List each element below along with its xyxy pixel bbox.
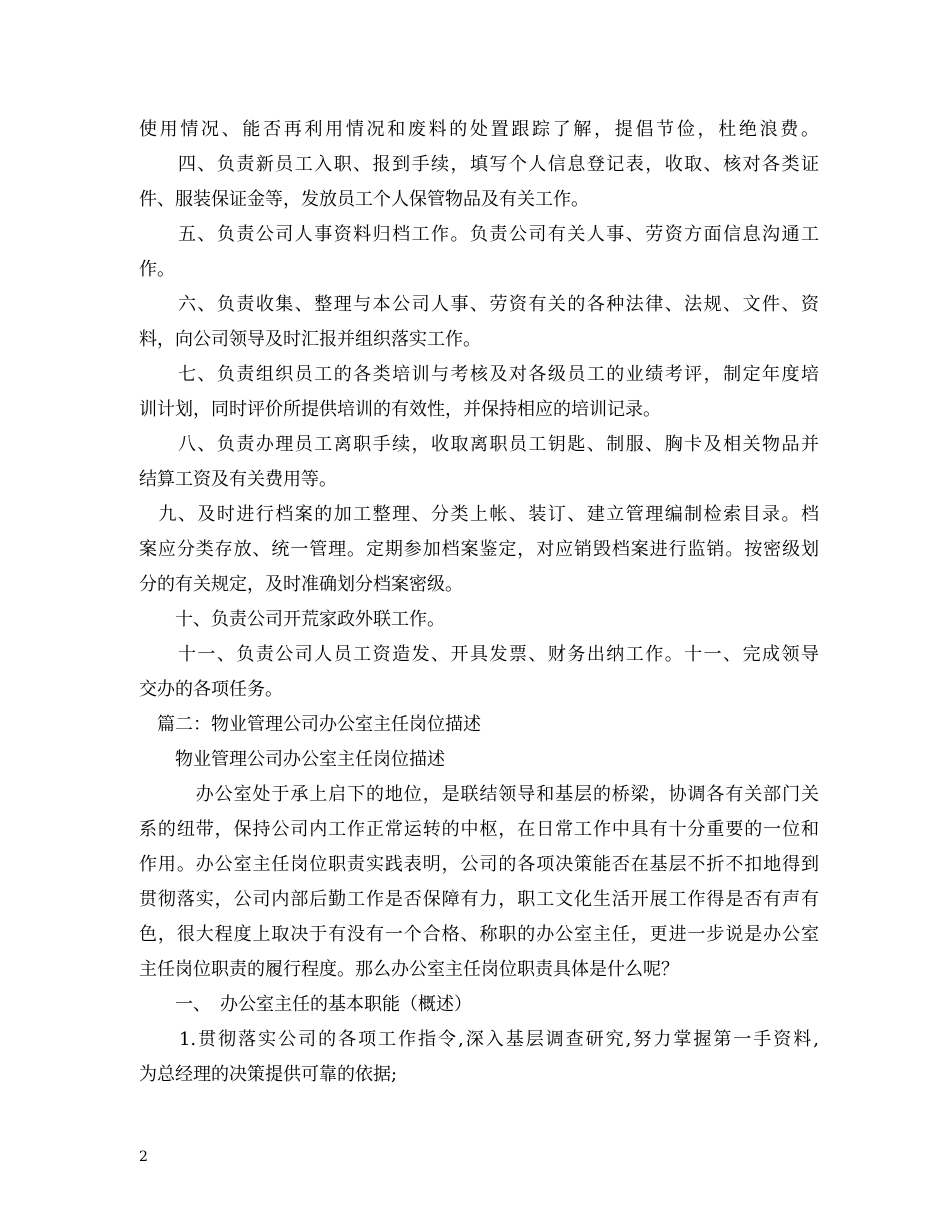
text-line: 六、负责收集、整理与本公司人事、劳资有关的各种法律、法规、文件、资	[139, 294, 819, 315]
text-line: 交办的各项任务。	[139, 679, 283, 700]
text-line: 料，向公司领导及时汇报并组织落实工作。	[139, 329, 481, 350]
text-line: 八、负责办理员工离职手续，收取离职员工钥匙、制服、胸卡及相关物品并	[139, 434, 819, 455]
text-line: 为总经理的决策提供可靠的依据;	[139, 1064, 398, 1085]
section-heading: 篇二：物业管理公司办公室主任岗位描述	[139, 714, 481, 735]
text-line: 九、及时进行档案的加工整理、分类上帐、装订、建立管理编制检索目录。档	[139, 504, 819, 525]
text-line: 作用。办公室主任岗位职责实践表明，公司的各项决策能否在基层不折不扣地得到	[139, 854, 819, 875]
text-line: 贯彻落实，公司内部后勤工作是否保障有力，职工文化生活开展工作得是否有声有	[139, 889, 819, 910]
subsection-heading: 一、 办公室主任的基本职能（概述）	[139, 994, 472, 1015]
text-line: 四、负责新员工入职、报到手续，填写个人信息登记表，收取、核对各类证	[139, 154, 819, 175]
text-line: 使用情况、能否再利用情况和废料的处置跟踪了解，提倡节俭，杜绝浪费。	[139, 119, 819, 140]
text-line: 七、负责组织员工的各类培训与考核及对各级员工的业绩考评，制定年度培	[139, 364, 819, 385]
text-line: 分的有关规定，及时准确划分档案密级。	[139, 574, 463, 595]
text-line: 主任岗位职责的履行程度。那么办公室主任岗位职责具体是什么呢？	[139, 959, 679, 980]
text-line: 办公室处于承上启下的地位，是联结领导和基层的桥梁，协调各有关部门关	[139, 784, 819, 805]
section-title: 物业管理公司办公室主任岗位描述	[139, 749, 445, 770]
text-line: 1.贯彻落实公司的各项工作指令,深入基层调查研究,努力掌握第一手资料,	[139, 1029, 819, 1050]
text-line: 结算工资及有关费用等。	[139, 469, 337, 490]
text-line: 案应分类存放、统一管理。定期参加档案鉴定，对应销毁档案进行监销。按密级划	[139, 539, 819, 560]
text-line: 系的纽带，保持公司内工作正常运转的中枢，在日常工作中具有十分重要的一位和	[139, 819, 819, 840]
text-line: 十、负责公司开荒家政外联工作。	[139, 609, 445, 630]
text-line: 件、服装保证金等，发放员工个人保管物品及有关工作。	[139, 189, 589, 210]
text-line: 作。	[139, 259, 175, 280]
page-number: 2	[139, 1149, 148, 1165]
text-line: 十一、负责公司人员工资造发、开具发票、财务出纳工作。十一、完成领导	[139, 644, 819, 665]
text-line: 色，很大程度上取决于有没有一个合格、称职的办公室主任，更进一步说是办公室	[139, 924, 819, 945]
text-line: 训计划，同时评价所提供培训的有效性，并保持相应的培训记录。	[139, 399, 661, 420]
text-line: 五、负责公司人事资料归档工作。负责公司有关人事、劳资方面信息沟通工	[139, 224, 819, 245]
